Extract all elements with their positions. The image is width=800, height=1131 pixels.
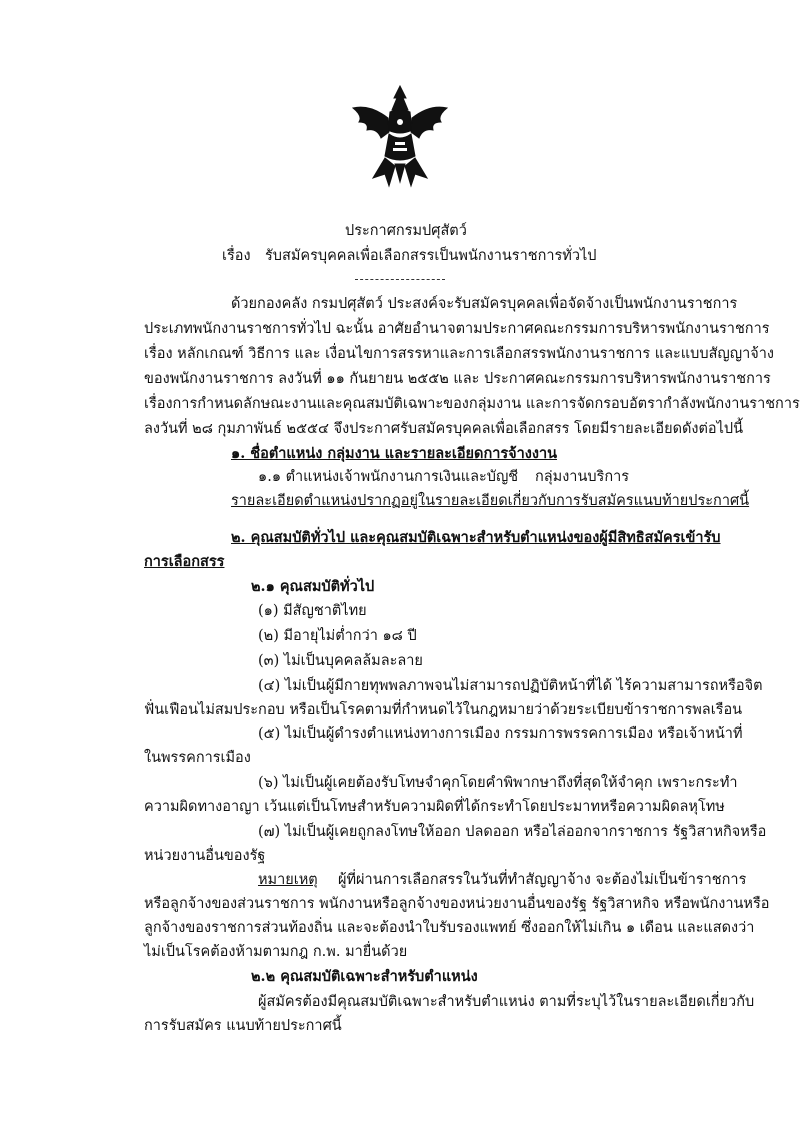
document-title: ประกาศกรมปศุสัตว์ bbox=[345, 223, 467, 239]
intro-line: ประเภทพนักงานราชการทั่วไป ฉะนั้น อาศัยอำนาจตามประกาศคณะกรรมการบริหารพนักงานราชการ bbox=[144, 321, 770, 337]
qualification-item-cont: หน่วยงานอื่นของรัฐ bbox=[144, 848, 266, 864]
section-2-heading: ๒. คุณสมบัติทั่วไป และคุณสมบัติเฉพาะสำหรับตำแหน่งของผู้มีสิทธิสมัครเข้ารับ bbox=[231, 529, 721, 546]
qualification-item: (๔) ไม่เป็นผู้มีกายทุพพลภาพจนไม่สามารถปฏิบัติหน้าที่ได้ ไร้ความสามารถหรือจิต bbox=[258, 678, 763, 694]
general-qualifications-heading: ๒.๑ คุณสมบัติทั่วไป bbox=[251, 578, 375, 595]
remark-line: ไม่เป็นโรคต้องห้ามตามกฎ ก.พ. มายื่นด้วย bbox=[144, 944, 408, 960]
qualification-item-cont: ความผิดทางอาญา เว้นแต่เป็นโทษสำหรับความผิดที่ได้กระทำโดยประมาทหรือความผิดลหุโทษ bbox=[144, 799, 725, 815]
qualification-item: (๖) ไม่เป็นผู้เคยต้องรับโทษจำคุกโดยคำพิพากษาถึงที่สุดให้จำคุก เพราะกระทำ bbox=[258, 775, 738, 791]
remark-line: ลูกจ้างของราชการส่วนท้องถิ่น และจะต้องนำใบรับรองแพทย์ ซึ่งออกให้ไม่เกิน ๑ เดือน และแสดงว่า bbox=[144, 920, 755, 936]
position-group: กลุ่มงานบริการ bbox=[535, 469, 630, 485]
intro-line: เรื่อง หลักเกณฑ์ วิธีการ และ เงื่อนไขการสรรหาและการเลือกสรรพนักงานราชการ และแบบสัญญาจ้าง bbox=[144, 346, 774, 362]
section-1-heading: ๑. ชื่อตำแหน่ง กลุ่มงาน และรายละเอียดการจ้างงาน bbox=[231, 445, 558, 462]
qualification-item: (๑) มีสัญชาติไทย bbox=[258, 603, 367, 619]
qualification-item-cont: ในพรรคการเมือง bbox=[144, 750, 251, 766]
remark-line: ผู้ที่ผ่านการเลือกสรรในวันที่ทำสัญญาจ้าง จะต้องไม่เป็นข้าราชการ bbox=[338, 872, 747, 888]
section-2-heading-cont: การเลือกสรร bbox=[144, 553, 225, 570]
title-divider bbox=[355, 279, 445, 280]
intro-line: เรื่องการกำหนดลักษณะงานและคุณสมบัติเฉพาะของกลุ่มงาน และการจัดกรอบอัตรากำลังพนักงานราชการ bbox=[144, 396, 800, 412]
specific-qualifications-text: การรับสมัคร แนบท้ายประกาศนี้ bbox=[144, 1018, 342, 1034]
remark-label: หมายเหตุ bbox=[258, 872, 318, 888]
subject-text: รับสมัครบุคคลเพื่อเลือกสรรเป็นพนักงานราชการทั่วไป bbox=[265, 248, 597, 264]
qualification-item: (๒) มีอายุไม่ต่ำกว่า ๑๘ ปี bbox=[258, 628, 417, 644]
qualification-item: (๕) ไม่เป็นผู้ดำรงตำแหน่งทางการเมือง กรรมการพรรคการเมือง หรือเจ้าหน้าที่ bbox=[258, 726, 743, 742]
remark-line: หรือลูกจ้างของส่วนราชการ พนักงานหรือลูกจ้างของหน่วยงานอื่นของรัฐ รัฐวิสาหกิจ หรือพนักงานหรือ bbox=[144, 896, 770, 912]
position-name: ๑.๑ ตำแหน่งเจ้าพนักงานการเงินและบัญชี bbox=[258, 469, 519, 485]
specific-qualifications-text: ผู้สมัครต้องมีคุณสมบัติเฉพาะสำหรับตำแหน่ง ตามที่ระบุไว้ในรายละเอียดเกี่ยวกับ bbox=[258, 994, 755, 1010]
garuda-emblem-icon bbox=[345, 82, 455, 192]
specific-qualifications-heading: ๒.๒ คุณสมบัติเฉพาะสำหรับตำแหน่ง bbox=[251, 968, 478, 985]
subject-label: เรื่อง bbox=[222, 248, 251, 264]
intro-line: ของพนักงานราชการ ลงวันที่ ๑๑ กันยายน ๒๕๕๒ และ ประกาศคณะกรรมการบริหารพนักงานราชการ bbox=[144, 371, 771, 387]
intro-line: ลงวันที่ ๒๘ กุมภาพันธ์ ๒๕๕๔ จึงประกาศรับสมัครบุคคลเพื่อเลือกสรร โดยมีรายละเอียดดังต่อไปนี้ bbox=[144, 421, 744, 437]
qualification-item: (๗) ไม่เป็นผู้เคยถูกลงโทษให้ออก ปลดออก หรือไล่ออกจากราชการ รัฐวิสาหกิจหรือ bbox=[258, 824, 767, 840]
qualification-item: (๓) ไม่เป็นบุคคลล้มละลาย bbox=[258, 653, 423, 669]
intro-line: ด้วยกองคลัง กรมปศุสัตว์ ประสงค์จะรับสมัครบุคคลเพื่อจัดจ้างเป็นพนักงานราชการ bbox=[231, 296, 738, 312]
qualification-item-cont: ฟั่นเฟือนไม่สมประกอบ หรือเป็นโรคตามที่กำหนดไว้ในกฎหมายว่าด้วยระเบียบข้าราชการพลเรือน bbox=[144, 702, 743, 718]
position-detail-note: รายละเอียดตำแหน่งปรากฏอยู่ในรายละเอียดเกี่ยวกับการรับสมัครแนบท้ายประกาศนี้ bbox=[231, 493, 750, 509]
